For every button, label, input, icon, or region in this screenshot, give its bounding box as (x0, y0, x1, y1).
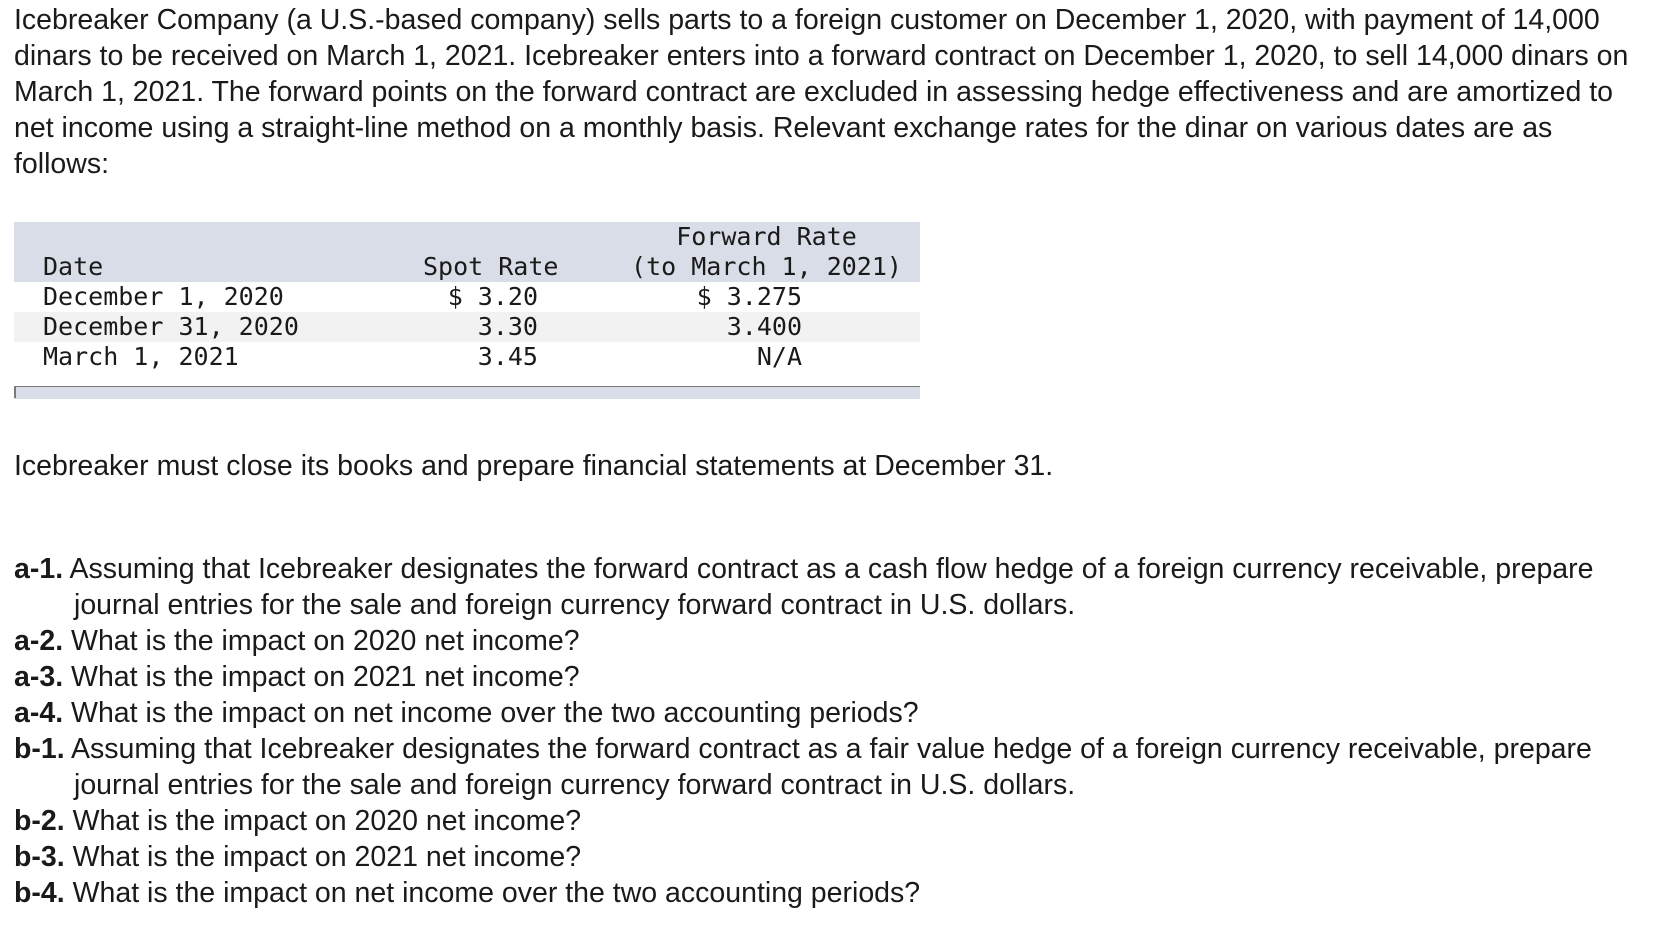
question-item (14, 803, 1654, 839)
cell-forward (613, 342, 920, 372)
header-forward-rate (613, 222, 920, 282)
forward-value: $ 3.275 (696, 282, 802, 311)
question-item (14, 551, 1654, 623)
cell-spot (423, 342, 613, 372)
table-row (14, 342, 920, 372)
table-header-row (14, 222, 920, 282)
question-label: a-4. (14, 697, 64, 729)
table-row (14, 282, 920, 312)
question-label: a-3. (14, 661, 64, 693)
table-footer-edge (14, 386, 16, 398)
cell-forward (613, 312, 920, 342)
spot-value: 3.45 (477, 342, 538, 371)
problem-intro: Icebreaker Company (a U.S.-based company) sells parts to a foreign customer on December 1, 2020, with payment of 14,000 dinars to be received on March 1, 2021. Icebreaker enters into a forward contract on December 1, 2020, to sell 14,000 dinars on March 1, 2021. The forward points on the forward contract are excluded in assessing hedge effectiveness and are amortized to net income using a straight-line method on a monthly basis. Relevant exchange rates for the dinar on various dates are as follows: (14, 4, 1629, 180)
question-text: What is the impact on net income over the two accounting periods? (71, 697, 919, 729)
question-text: What is the impact on 2020 net income? (72, 805, 582, 837)
header-date: Date (43, 252, 104, 281)
cell-date: December 1, 2020 (43, 282, 284, 311)
question-item (14, 623, 1654, 659)
question-label: b-3. (14, 841, 65, 873)
question-text: What is the impact on 2020 net income? (71, 625, 580, 657)
question-text: What is the impact on 2021 net income? (71, 661, 580, 693)
question-label: a-1. (14, 553, 64, 585)
table-footer-bar (14, 386, 920, 399)
rates-table (14, 222, 920, 372)
exchange-rate-table (14, 222, 920, 400)
spot-value: 3.30 (477, 312, 538, 341)
question-label: b-2. (14, 805, 65, 837)
question-item (14, 659, 1654, 695)
cell-forward (613, 282, 920, 312)
question-item (14, 875, 1654, 911)
question-item (14, 731, 1654, 803)
cell-date: December 31, 2020 (43, 312, 299, 341)
cell-date: March 1, 2021 (43, 342, 239, 371)
question-text: What is the impact on 2021 net income? (72, 841, 582, 873)
cell-spot (423, 312, 613, 342)
question-text: Assuming that Icebreaker designates the forward contract as a fair value hedge of a foreign currency receivable, prepare journal entries for the sale and foreign currency forward contract in U.S. dollars. (71, 733, 1592, 801)
question-label: b-1. (14, 733, 65, 765)
question-list (14, 551, 1654, 911)
table-row (14, 312, 920, 342)
question-item (14, 695, 1654, 731)
question-item (14, 839, 1654, 875)
question-text: What is the impact on net income over the two accounting periods? (72, 877, 921, 909)
question-label: a-2. (14, 625, 64, 657)
header-forward-line2: (to March 1, 2021) (631, 252, 902, 281)
cell-spot (423, 282, 613, 312)
spot-value: $ 3.20 (447, 282, 538, 311)
question-label: b-4. (14, 877, 65, 909)
header-spot-rate: Spot Rate (423, 252, 559, 281)
header-forward-line1: Forward Rate (676, 222, 857, 251)
question-text: Assuming that Icebreaker designates the forward contract as a cash flow hedge of a foreign currency receivable, prepare journal entries for the sale and foreign currency forward contract in U.S. dollars. (69, 553, 1594, 621)
closing-note: Icebreaker must close its books and prepare financial statements at December 31. (14, 450, 1054, 482)
forward-value: 3.400 (726, 312, 802, 341)
forward-value: N/A (756, 342, 802, 371)
